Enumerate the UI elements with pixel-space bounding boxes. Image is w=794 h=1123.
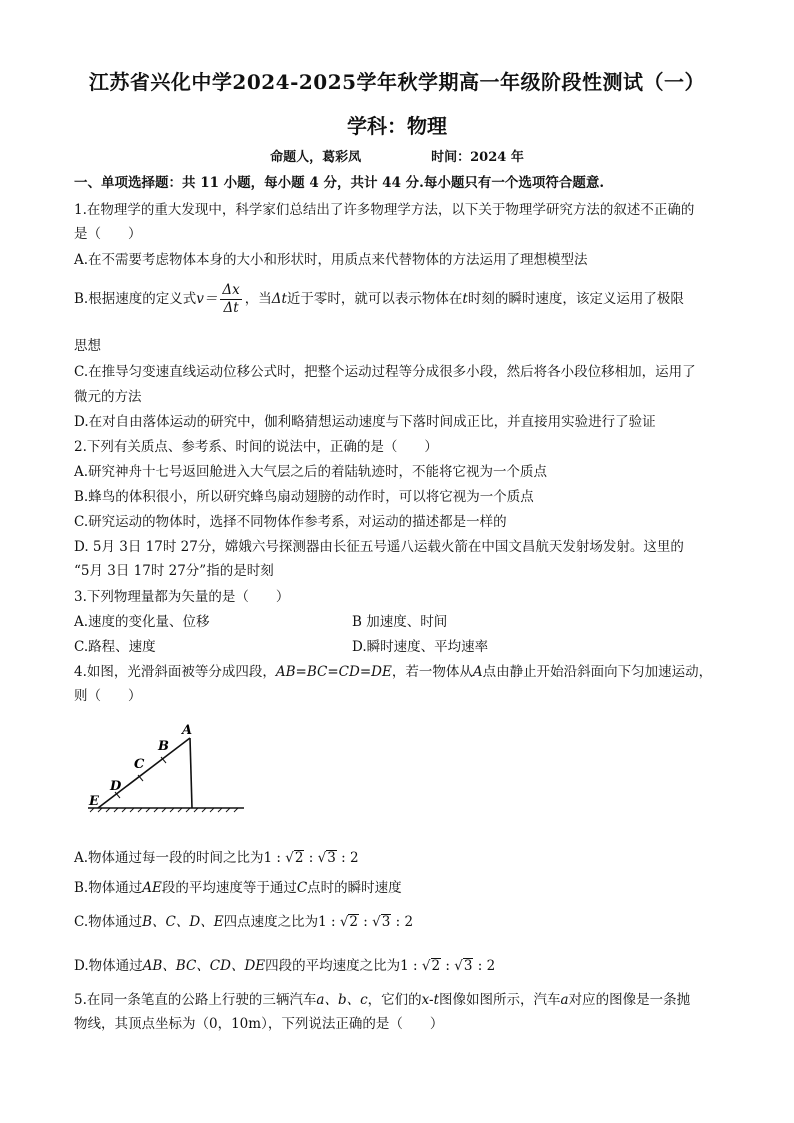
ratio-term: 1	[318, 914, 327, 930]
q1-b-prefix: B.根据速度的定义式	[74, 291, 197, 307]
q4-c-prefix: C.物体通过	[74, 914, 143, 930]
velocity-fraction	[220, 282, 241, 317]
q4-b-prefix: B.物体通过	[74, 880, 143, 896]
q5-car-a: a	[560, 992, 569, 1008]
q4-option-d	[74, 954, 495, 974]
q2-stem: 2.下列有关质点、参考系、时间的说法中，正确的是（ ）	[74, 439, 438, 455]
q4-option-b	[74, 876, 402, 896]
sqrt-term: √3	[372, 914, 391, 930]
fraction-denominator: Δt	[223, 300, 239, 316]
q1-b-dt: Δt	[271, 291, 287, 307]
q5-suffix: 对应的图像是一条抛	[568, 992, 691, 1008]
q4-a-text: A.物体通过每一段的时间之比为	[74, 850, 264, 866]
q4-d-suffix: 四段的平均速度之比为	[265, 958, 401, 974]
q5-cars: a、b、c	[316, 992, 368, 1008]
q4-option-a	[74, 846, 359, 866]
q4-d-segments: AB、BC、CD、DE	[142, 958, 266, 974]
sqrt-term: √3	[317, 850, 336, 866]
fraction-numerator: Δx	[222, 282, 240, 298]
q4-b-segment: AE	[142, 880, 162, 896]
q4-stem-line2: 则（ ）	[74, 688, 142, 704]
ratio-term: 2	[349, 850, 359, 866]
incline-slope	[98, 738, 190, 808]
q4-b-mid: 段的平均速度等于通过	[161, 880, 297, 896]
q1-option-c-line1: C.在推导匀变速直线运动位移公式时，把整个运动过程等分成很多小段，然后将各小段位移相加，运用了	[74, 364, 696, 380]
ratio-expression: 1 : √2 : √3 : 2	[318, 914, 414, 930]
sqrt-term: √2	[285, 850, 304, 866]
q4-b-point: C	[296, 880, 308, 896]
figure-label-a: A	[182, 723, 193, 738]
q4-c-suffix: 四点速度之比为	[223, 914, 319, 930]
sqrt-radicand: 2	[431, 958, 441, 974]
sqrt-radicand: 3	[381, 914, 391, 930]
q4-stem-suffix: 点由静止开始沿斜面向下匀加速运动，	[482, 664, 713, 680]
q1-stem-line2: 是（ ）	[74, 226, 142, 242]
q5-prefix: 5.在同一条笔直的公路上行驶的三辆汽车	[74, 992, 317, 1008]
q5-xt: x-t	[421, 992, 440, 1008]
q1-b-text3: 时刻的瞬时速度，该定义运用了极限	[467, 291, 684, 307]
ratio-expression: 1 : √2 : √3 : 2	[400, 958, 496, 974]
ratio-term: 2	[404, 914, 414, 930]
sqrt-radicand: 3	[327, 850, 336, 866]
ratio-term: 2	[486, 958, 496, 974]
figure-label-c: C	[134, 757, 145, 772]
q1-option-b	[74, 282, 684, 317]
page-title: 江苏省兴化中学2024-2025学年秋学期高一年级阶段性测试（一）	[88, 70, 706, 94]
q3-option-a: A.速度的变化量、位移	[74, 614, 210, 630]
author-label: 命题人，葛彩凤	[270, 150, 362, 165]
q4-stem-prefix: 4.如图，光滑斜面被等分成四段，	[74, 664, 276, 680]
sqrt-radicand: 2	[294, 850, 304, 866]
q1-b-t: t	[462, 291, 468, 307]
ratio-term: 1	[400, 958, 409, 974]
q5-stem-line2: 物线，其顶点坐标为（0，10m），下列说法正确的是（ ）	[74, 1016, 444, 1032]
ratio-expression: 1 : √2 : √3 : 2	[263, 850, 359, 866]
sqrt-radicand: 3	[463, 958, 473, 974]
q1-option-c-line2: 微元的方法	[74, 389, 142, 405]
q4-b-suffix: 点时的瞬时速度	[307, 880, 402, 896]
q1-option-a: A.在不需要考虑物体本身的大小和形状时，用质点来代替物体的方法运用了理想模型法	[74, 252, 588, 268]
q2-option-c: C.研究运动的物体时，选择不同物体作参考系，对运动的描述都是一样的	[74, 514, 507, 530]
q5-mid: ，它们的	[367, 992, 422, 1008]
figure-label-e: E	[89, 794, 99, 809]
q1-stem-line1: 1.在物理学的重大发现中，科学家们总结出了许多物理学方法，以下关于物理学研究方法的叙述不正确的	[74, 202, 695, 218]
q5-mid2: 图像如图所示，汽车	[439, 992, 561, 1008]
q2-option-b: B.蜂鸟的体积很小，所以研究蜂鸟扇动翅膀的动作时，可以将它视为一个质点	[74, 489, 534, 505]
sqrt-term: √2	[421, 958, 441, 974]
incline-figure	[74, 712, 254, 822]
sqrt-radicand: 2	[349, 914, 359, 930]
ratio-term: 1	[263, 850, 273, 866]
q4-stem-point-a: A	[472, 664, 483, 680]
section-heading: 一、单项选择题：共 11 小题，每小题 4 分，共计 44 分.每小题只有一个选项符合题意.	[74, 175, 605, 191]
q4-c-points: B、C、D、E	[142, 914, 224, 930]
incline-wall	[190, 738, 192, 808]
q2-option-a: A.研究神舟十七号返回舱进入大气层之后的着陆轨迹时，不能将它视为一个质点	[74, 464, 548, 480]
q1-b-v: v＝	[196, 291, 218, 307]
time-label: 时间：2024 年	[431, 150, 524, 165]
q2-option-d-line1: D. 5月 3日 17时 27分，嫦娥六号探测器由长征五号遥八运载火箭在中国文昌航天发射场发射。这里的	[74, 539, 684, 555]
q4-option-c	[74, 910, 413, 930]
q1-b-text1: ，当	[244, 291, 272, 307]
q3-option-d: D.瞬时速度、平均速率	[352, 639, 489, 655]
subject-heading: 学科：物理	[347, 114, 447, 138]
q3-stem: 3.下列物理量都为矢量的是（ ）	[74, 589, 290, 605]
q4-stem-line1	[74, 660, 712, 680]
q4-stem-equation: AB=BC=CD=DE	[275, 664, 392, 680]
q4-d-prefix: D.物体通过	[74, 958, 143, 974]
q3-option-c: C.路程、速度	[74, 639, 156, 655]
q1-option-d: D.在对自由落体运动的研究中，伽利略猜想运动速度与下落时间成正比，并直接用实验进行了验证	[74, 414, 656, 430]
q4-stem-mid: ，若一物体从	[391, 664, 473, 680]
q3-option-b: B 加速度、时间	[352, 614, 448, 630]
q1-option-b-line2: 思想	[74, 338, 101, 354]
q2-option-d-line2: “5月 3日 17时 27分”指的是时刻	[74, 563, 274, 579]
figure-label-b: B	[158, 739, 169, 754]
q1-b-text2: 近于零时，就可以表示物体在	[286, 291, 463, 307]
q5-stem-line1	[74, 988, 690, 1008]
sqrt-term: √3	[454, 958, 473, 974]
figure-label-d: D	[110, 779, 122, 794]
exam-meta	[0, 146, 794, 165]
sqrt-term: √2	[339, 914, 359, 930]
